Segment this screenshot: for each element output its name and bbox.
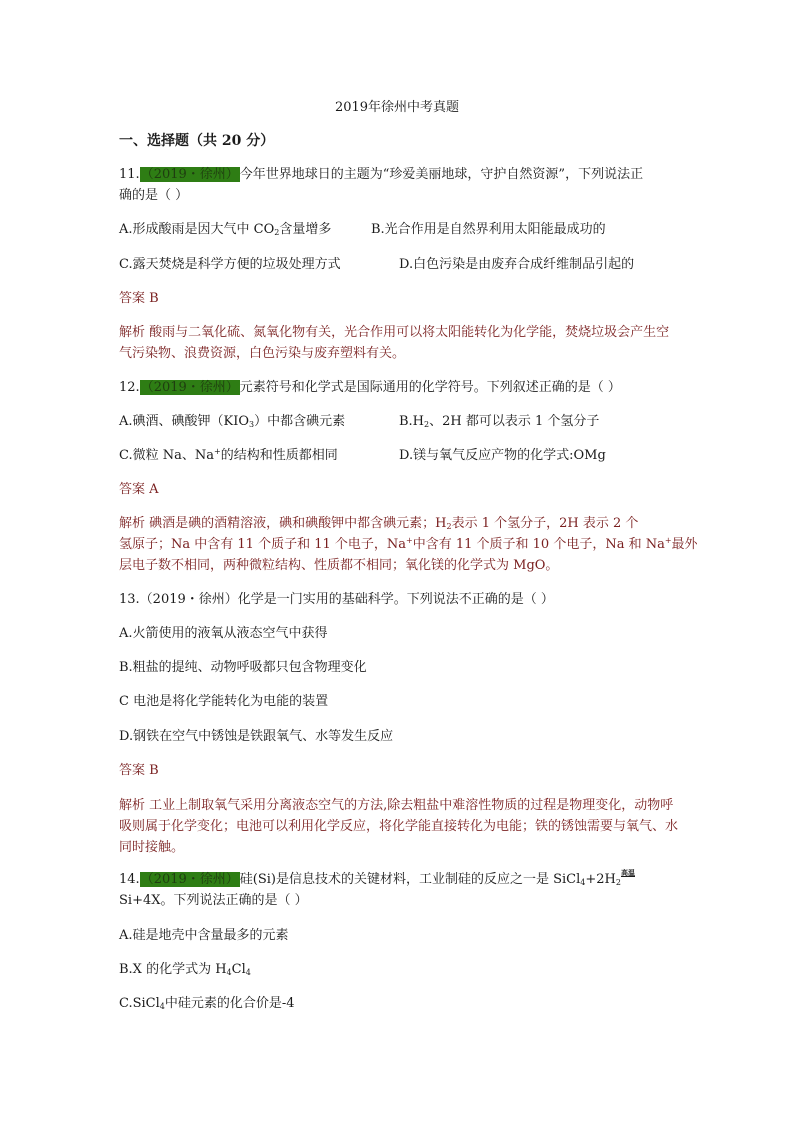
section-title: 一、选择题（共 20 分） <box>119 133 275 149</box>
question-11-options-cd <box>119 255 679 275</box>
option-a: A.形成酸雨是因大气中 $CO_2$含量增多 <box>119 222 332 237</box>
option-b: B.X 的化学式为 $H_4Cl_4$ <box>119 962 251 977</box>
document-title: 2019年徐州中考真题 <box>334 100 460 115</box>
question-11-analysis: 解析 酸雨与二氧化硫、氮氧化物有关，光合作用可以将太阳能转化为化学能，焚烧垃圾会产生空气污染物、浪费资源，白色污染与废弃塑料有关。 <box>119 325 670 361</box>
question-number: 14. <box>119 872 140 887</box>
option-a: A.硅是地壳中含量最多的元素 <box>119 928 289 943</box>
question-number: 12. <box>119 380 140 395</box>
option-a: A.碘酒、碘酸钾$(KIO_3)$中都含碘元素 <box>119 414 346 429</box>
question-11-stem-cont: 确的是（ ） <box>119 188 189 203</box>
question-13-answer: 答案 B <box>119 763 159 778</box>
source-highlight: （2019・徐州） <box>140 872 239 887</box>
option-d: D.钢铁在空气中锈蚀是铁跟氧气、水等发生反应 <box>119 729 394 744</box>
question-12-answer: 答案 A <box>119 482 159 497</box>
option-a: A.火箭使用的液氧从液态空气中获得 <box>119 626 328 641</box>
reaction-condition: 高温 <box>621 868 635 877</box>
option-c: C.SiCl$_4$中硅元素的化合价是-4 <box>119 996 295 1011</box>
option-d: D.白色污染是由废弃合成纤维制品引起的 <box>399 257 635 272</box>
option-c: C.露天焚烧是科学方便的垃圾处理方式 <box>119 257 341 272</box>
question-13-stem: 13.（2019・徐州）化学是一门实用的基础科学。下列说法不正确的是（ ） <box>119 592 554 607</box>
question-13-analysis: 解析 工业上制取氧气采用分离液态空气的方法,除去粗盐中难溶性物质的过程是物理变化，动物呼吸则属于化学变化；电池可以利用化学反应，将化学能直接转化为电能；铁的锈蚀需要与氧气、水同时接触。 <box>119 798 679 855</box>
question-text: 今年世界地球日的主题为“珍爱美丽地球，守护自然资源”，下列说法正 <box>239 167 644 182</box>
option-c: C.微粒 Na、Na+的结构和性质都相同 <box>119 447 338 463</box>
question-12-analysis-line2: 氢原子；Na 中含有 11 个质子和 11 个电子，Na+中含有 11 个质子和 10 个电子，Na 和 Na+最外 <box>119 536 698 552</box>
question-12-options-ab <box>119 412 679 432</box>
option-b: $B.H_2$、2H 都可以表示 1 个氢分子 <box>399 414 600 429</box>
question-11-answer: 答案 B <box>119 291 159 306</box>
option-d: D.镁与氧气反应产物的化学式:OMg <box>399 448 606 463</box>
option-b: B.粗盐的提纯、动物呼吸都只包含物理变化 <box>119 660 367 675</box>
question-12-analysis-line1: 解析 碘酒是碘的酒精溶液，碘和碘酸钾中都含碘元素；$H_2$表示 1 个氢分子，2H 表示 2 个 <box>119 516 639 531</box>
question-11-options-ab <box>119 220 679 240</box>
question-number: 11. <box>119 167 140 182</box>
question-12-analysis-line3: 层电子数不相同，两种微粒结构、性质都不相同；氧化镁的化学式为 MgO。 <box>119 558 559 573</box>
question-12-options-cd <box>119 446 679 466</box>
option-c: C 电池是将化学能转化为电能的装置 <box>119 694 329 709</box>
question-14-stem: 14.（2019・徐州）硅(Si)是信息技术的关键材料，工业制硅的反应之一是 $SiCl_4+2H_2$ 高温 <box>119 870 679 890</box>
question-12-stem <box>119 378 679 398</box>
question-11-stem <box>119 165 679 185</box>
source-highlight: （2019・徐州） <box>140 380 239 395</box>
option-b: B.光合作用是自然界利用太阳能最成功的 <box>371 222 606 237</box>
source-highlight: （2019・徐州） <box>140 167 239 182</box>
question-14-stem-cont: Si+4X。下列说法正确的是（ ） <box>119 893 308 908</box>
question-text: 元素符号和化学式是国际通用的化学符号。下列叙述正确的是（ ） <box>239 380 621 395</box>
